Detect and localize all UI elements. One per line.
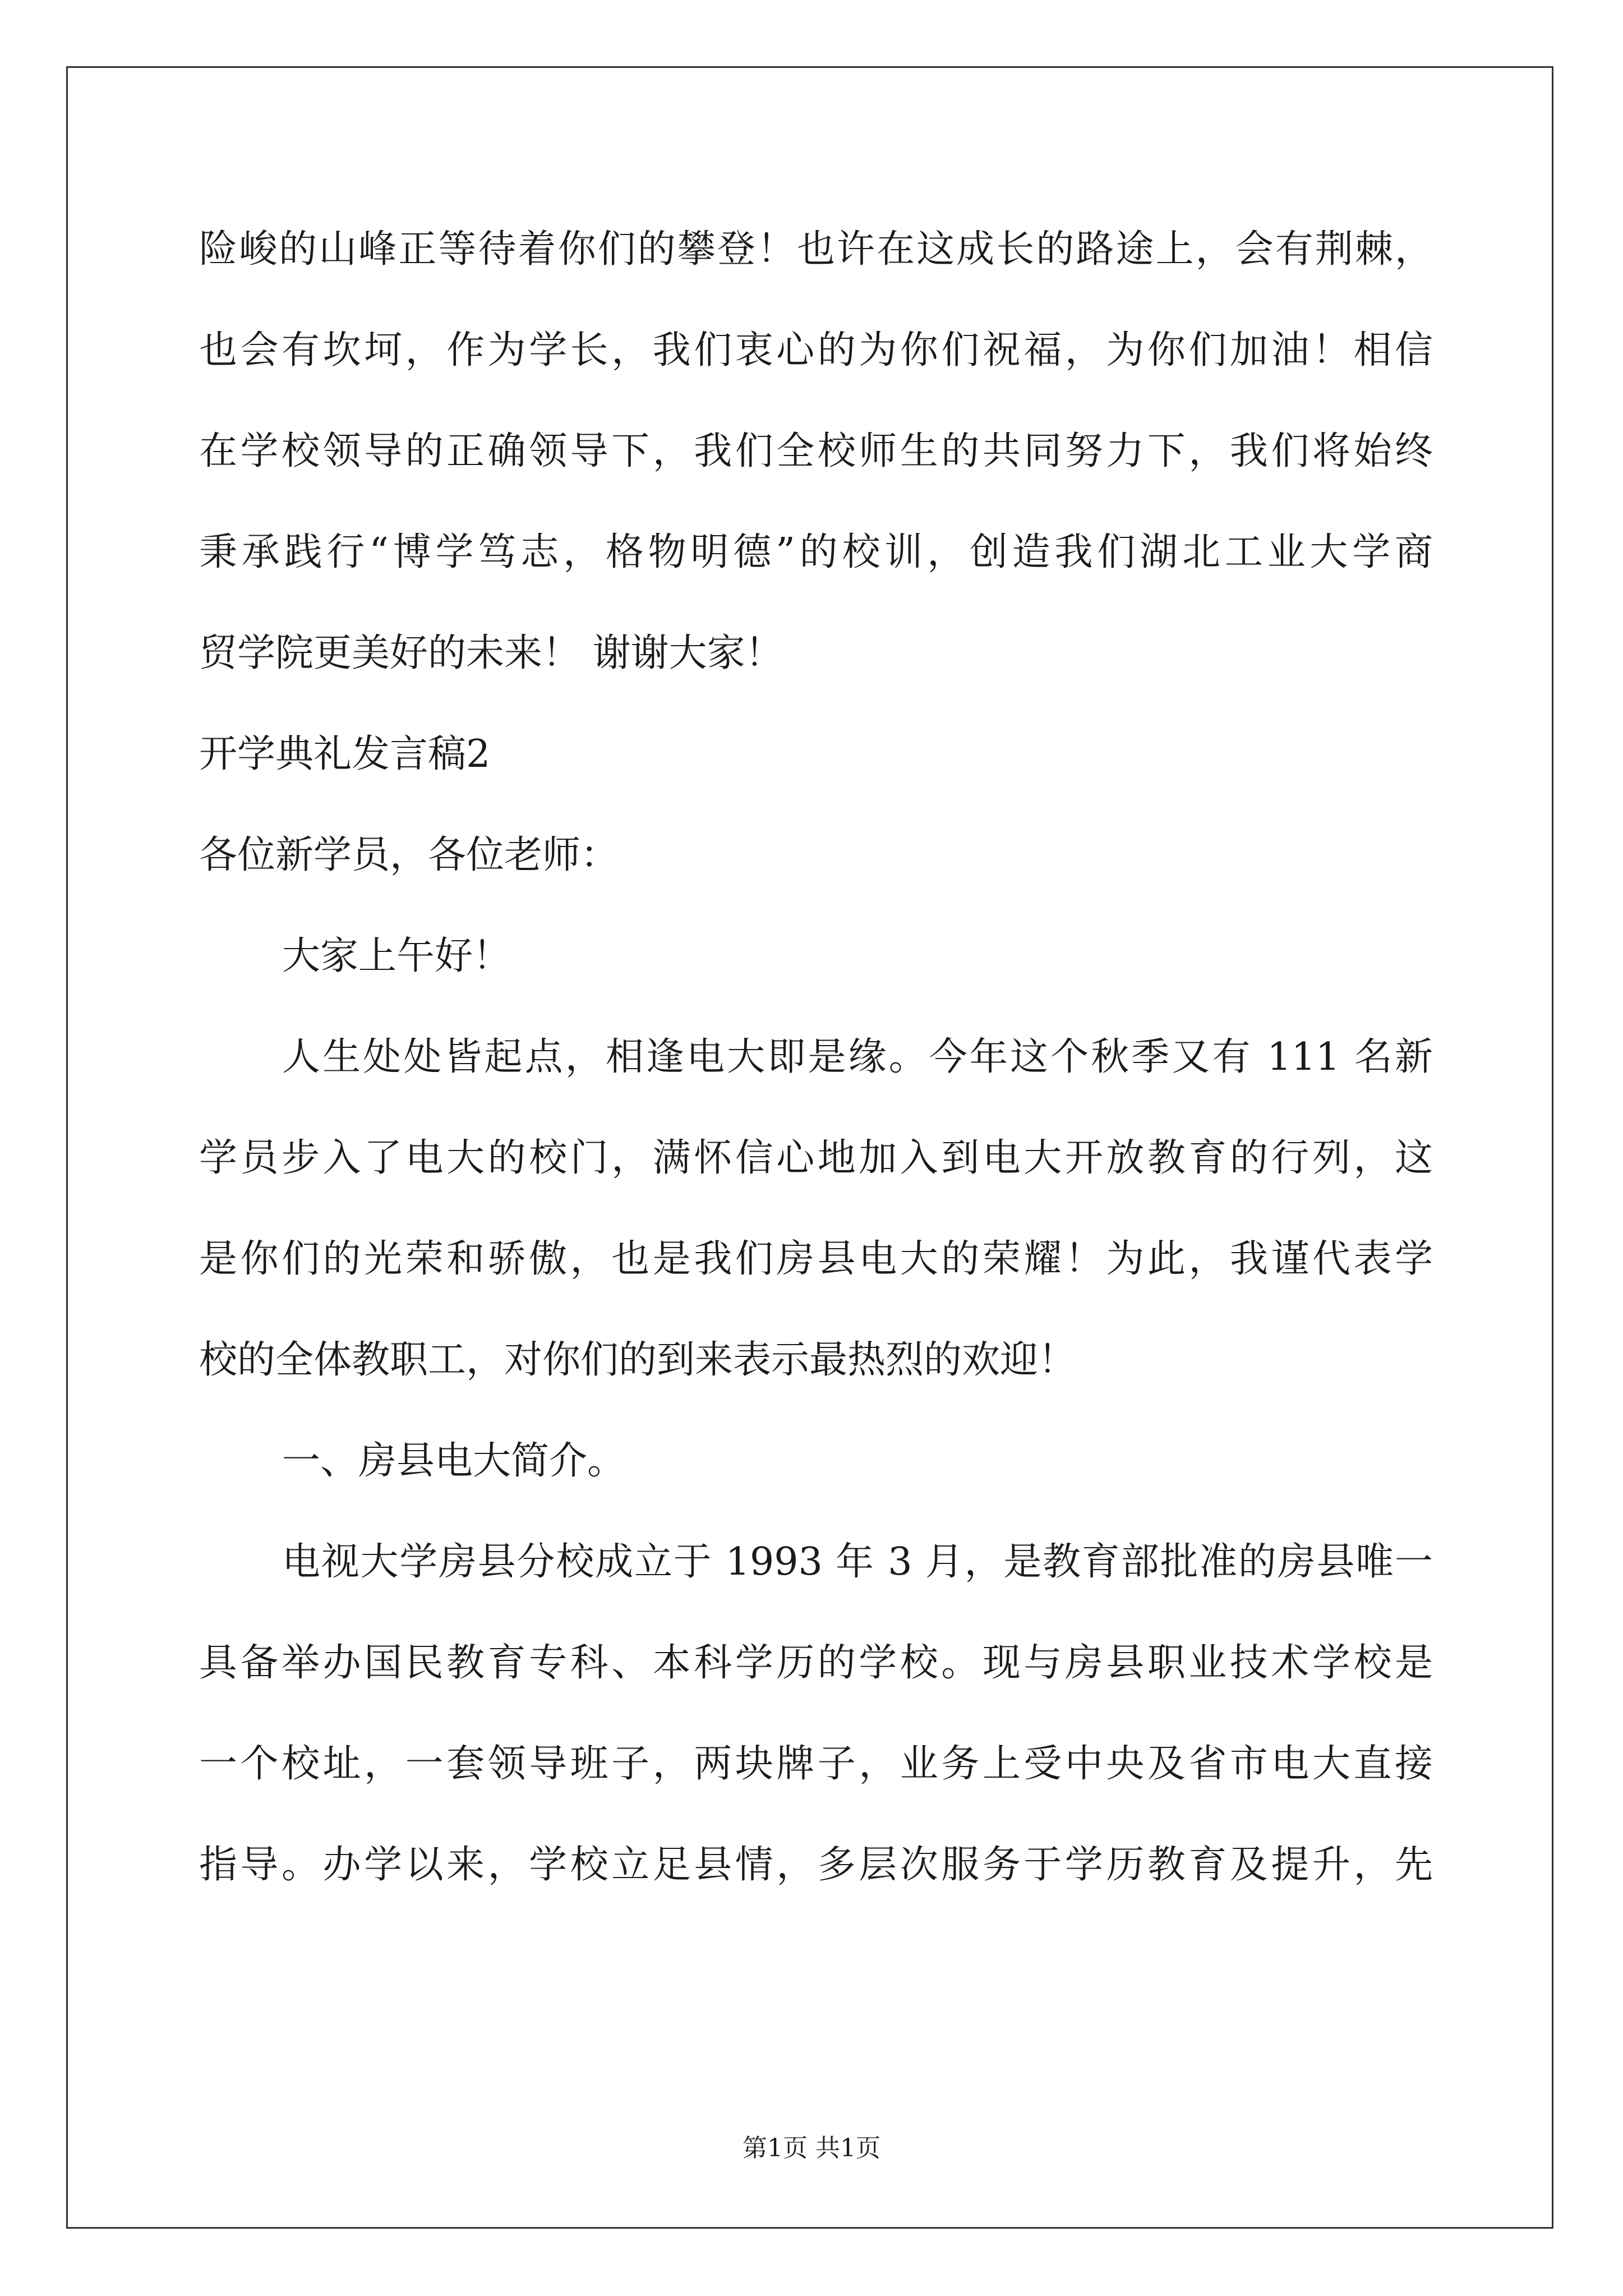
text-line: 指导。办学以来，学校立足县情，多层次服务于学历教育及提升，先: [199, 1843, 1433, 1887]
text-line: 人生处处皆起点，相逢电大即是缘。今年这个秋季又有 111 名新: [282, 1035, 1433, 1079]
text-line: 贸学院更美好的未来！ 谢谢大家！: [199, 631, 783, 675]
text-line: 校的全体教职工，对你们的到来表示最热烈的欢迎！: [199, 1338, 1077, 1382]
greeting: 大家上午好！: [282, 934, 511, 978]
page-number-footer: 第1页 共1页: [743, 2134, 880, 2162]
salutation: 各位新学员，各位老师：: [199, 833, 619, 877]
text-line: 电视大学房县分校成立于 1993 年 3 月，是教育部批准的房县唯一: [282, 1540, 1433, 1584]
text-line: 秉承践行“博学笃志，格物明德”的校训，创造我们湖北工业大学商: [199, 530, 1433, 574]
text-line: 在学校领导的正确领导下，我们全校师生的共同努力下，我们将始终: [199, 429, 1433, 473]
subsection-heading: 一、房县电大简介。: [282, 1439, 626, 1483]
text-line: 一个校址，一套领导班子，两块牌子，业务上受中央及省市电大直接: [199, 1742, 1433, 1786]
text-line: 学员步入了电大的校门，满怀信心地加入到电大开放教育的行列，这: [199, 1136, 1433, 1180]
section-heading: 开学典礼发言稿2: [199, 732, 491, 776]
text-line: 也会有坎坷，作为学长，我们衷心的为你们祝福，为你们加油！相信: [199, 328, 1433, 372]
text-line: 是你们的光荣和骄傲，也是我们房县电大的荣耀！为此，我谨代表学: [199, 1237, 1433, 1281]
text-line: 险峻的山峰正等待着你们的攀登！也许在这成长的路途上，会有荆棘，: [199, 227, 1433, 272]
text-line: 具备举办国民教育专科、本科学历的学校。现与房县职业技术学校是: [199, 1641, 1433, 1685]
